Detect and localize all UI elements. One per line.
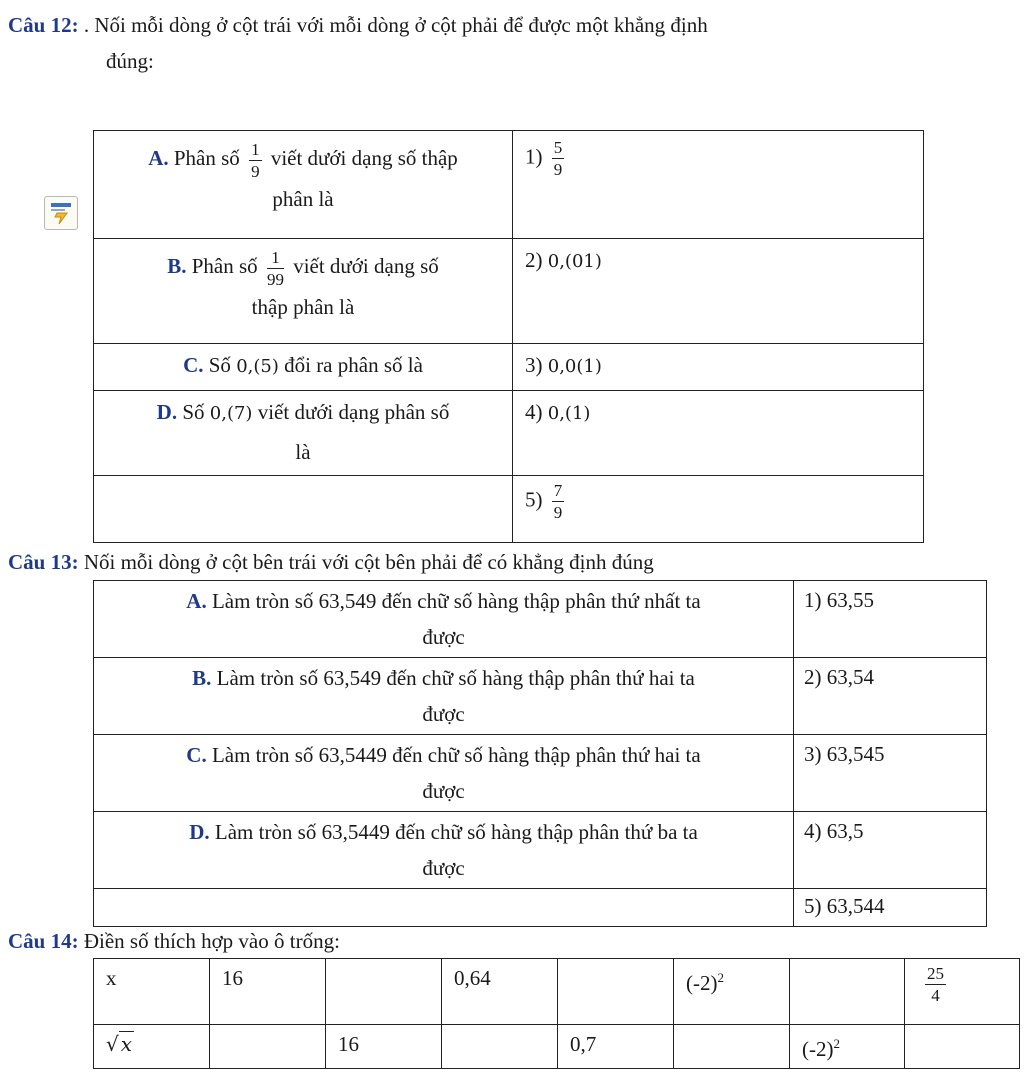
q13-label: Câu 13: [8, 550, 79, 574]
q12-right-4: 4) 0,(1) [513, 391, 924, 476]
q12-left-d: D. Số 0,(7) viết dưới dạng phân số là [94, 391, 513, 476]
q12-matching-table [93, 130, 924, 543]
q12-label: Câu 12: [8, 13, 79, 37]
fraction: $\frac{25}{4}$ [927, 964, 944, 1005]
q12-text: . Nối mỗi dòng ở cột trái với mỗi dòng ở cột phải để được một khẳng định [83, 13, 708, 37]
q14-r2-c6: $(-2)^2$ [790, 1025, 905, 1069]
sqrt-symbol: √ x [106, 1032, 133, 1056]
q13-left-c: C. Làm tròn số 63,5449 đến chữ số hàng thập phân thứ hai ta được [94, 735, 794, 812]
q14-r1-c6[interactable] [790, 959, 905, 1025]
q14-heading [8, 924, 340, 958]
q13-right-4: 4) 63,5 [794, 812, 987, 889]
q12-right-2: 2) 0,(01) [513, 239, 924, 344]
fraction: $\frac{1}{99}$ [266, 247, 284, 289]
q14-r1-c7 [905, 959, 1020, 1025]
q13-left-a: A. Làm tròn số 63,549 đến chữ số hàng thập phân thứ nhất ta được [94, 581, 794, 658]
q12-heading [8, 8, 708, 42]
q12-right-1: 1) $\frac{5}{9}$ [513, 131, 924, 239]
q14-r2-c3[interactable] [442, 1025, 558, 1069]
q14-r1-c2[interactable] [326, 959, 442, 1025]
q14-r1-c4[interactable] [558, 959, 674, 1025]
q14-r2-c2: 16 [326, 1025, 442, 1069]
q14-r2-c4: 0,7 [558, 1025, 674, 1069]
q12-left-empty [94, 476, 513, 543]
q13-heading [8, 545, 654, 579]
q14-r1-c3: 0,64 [442, 959, 558, 1025]
q14-r2-c5[interactable] [674, 1025, 790, 1069]
q12-left-c: C. Số 0,(5) đổi ra phân số là [94, 344, 513, 391]
q13-right-5: 5) 63,544 [794, 889, 987, 927]
note-icon[interactable] [44, 196, 78, 230]
q13-left-b: B. Làm tròn số 63,549 đến chữ số hàng thập phân thứ hai ta được [94, 658, 794, 735]
q13-left-d: D. Làm tròn số 63,5449 đến chữ số hàng thập phân thứ ba ta được [94, 812, 794, 889]
q14-label: Câu 14: [8, 929, 79, 953]
q14-fill-table [93, 958, 1020, 1069]
q12-heading-line2 [106, 44, 154, 78]
fraction: $\frac{7}{9}$ [553, 481, 563, 522]
q12-text-line2: đúng: [106, 49, 154, 73]
q14-text: Điền số thích hợp vào ô trống: [83, 929, 340, 953]
q14-row2-head [94, 1025, 210, 1069]
q12-right-5: 5) $\frac{7}{9}$ [513, 476, 924, 543]
q14-row1-head: x [94, 959, 210, 1025]
q13-matching-table [93, 580, 987, 927]
q14-r1-c1: 16 [210, 959, 326, 1025]
q13-right-1: 1) 63,55 [794, 581, 987, 658]
q13-left-empty [94, 889, 794, 927]
q14-r2-c7[interactable] [905, 1025, 1020, 1069]
q13-text: Nối mỗi dòng ở cột bên trái với cột bên phải để có khẳng định đúng [83, 550, 654, 574]
q13-right-3: 3) 63,545 [794, 735, 987, 812]
q14-r2-c1[interactable] [210, 1025, 326, 1069]
q12-right-3: 3) 0,0(1) [513, 344, 924, 391]
q12-left-b: B. Phân số $\frac{1}{99}$ viết dưới dạng số thập phân là [94, 239, 513, 344]
q12-left-a: A. Phân số $\frac{1}{9}$ viết dưới dạng số thập phân là [94, 131, 513, 239]
q13-right-2: 2) 63,54 [794, 658, 987, 735]
q14-r1-c5: $(-2)^2$ [674, 959, 790, 1025]
fraction: $\frac{5}{9}$ [553, 138, 563, 179]
fraction: $\frac{1}{9}$ [251, 139, 260, 181]
